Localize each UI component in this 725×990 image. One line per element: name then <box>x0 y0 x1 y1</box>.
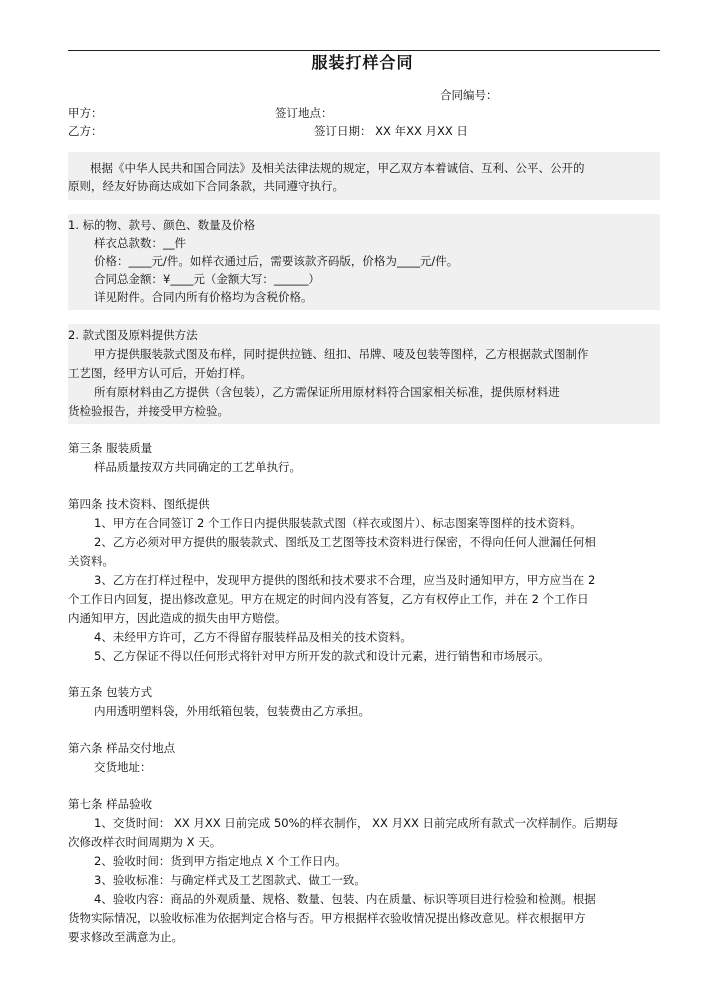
contract-number-label: 合同编号： <box>440 88 498 102</box>
section7-line: 1、交货时间： XX 月XX 日前完成 50%的样衣制作， XX 月XX 日前完成所有款式一次样制作。后期每 <box>94 816 618 830</box>
section7-line: 次修改样衣时间周期为 X 天。 <box>68 835 222 849</box>
section7-line: 货物实际情况，以验收标准为依据判定合格与否。甲方根据样衣验收情况提出修改意见。样衣根据甲方 <box>68 911 586 925</box>
section7-line: 4、验收内容：商品的外观质量、规格、数量、包装、内在质量、标识等项目进行检验和检测。根据 <box>94 892 596 906</box>
page-title: 服装打样合同 <box>311 53 414 72</box>
section1-line: 合同总金额：¥____元（金额大写：______） <box>94 272 320 286</box>
sign-place-label: 签订地点： <box>275 106 333 120</box>
section2-line: 工艺图，经甲方认可后，开始打样。 <box>68 366 252 380</box>
sign-date-label: 签订日期： XX 年XX 月XX 日 <box>314 124 468 138</box>
section5-line: 内用透明塑料袋，外用纸箱包装，包装费由乙方承担。 <box>94 704 370 718</box>
section1-line: 详见附件。合同内所有价格均为含税价格。 <box>94 290 313 304</box>
intro-line: 原则，经友好协商达成如下合同条款，共同遵守执行。 <box>68 179 344 193</box>
section4-line: 个工作日内回复，提出修改意见。甲方在规定的时间内没有答复，乙方有权停止工作，并在 2 个工作日 <box>68 592 589 606</box>
section1-heading: 1. 标的物、款号、颜色、数量及价格 <box>68 218 256 232</box>
section5-heading: 第五条 包装方式 <box>68 685 153 699</box>
section7-line: 要求修改至满意为止。 <box>68 930 183 944</box>
section7-line: 3、验收标准：与确定样式及工艺图款式、做工一致。 <box>94 873 366 887</box>
section4-line: 关资料。 <box>68 554 114 568</box>
section4-line: 4、未经甲方许可，乙方不得留存服装样品及相关的技术资料。 <box>94 630 412 644</box>
intro-line: 根据《中华人民共和国合同法》及相关法律法规的规定，甲乙双方本着诚信、互利、公平、公开的 <box>90 161 585 175</box>
section3-line: 样品质量按双方共同确定的工艺单执行。 <box>94 460 301 474</box>
section6-heading: 第六条 样品交付地点 <box>68 741 176 755</box>
section4-heading: 第四条 技术资料、图纸提供 <box>68 497 210 511</box>
section6-line: 交货地址： <box>94 760 152 774</box>
section2-heading: 2. 款式图及原料提供方法 <box>68 328 198 342</box>
section4-line: 5、乙方保证不得以任何形式将针对甲方所开发的款式和设计元素，进行销售和市场展示。 <box>94 649 550 663</box>
section1-line: 样衣总款数：__件 <box>94 236 186 250</box>
section7-line: 2、验收时间：货到甲方指定地点 X 个工作日内。 <box>94 854 347 868</box>
section4-line: 3、乙方在打样过程中，发现甲方提供的图纸和技术要求不合理，应当及时通知甲方，甲方应当在 2 <box>94 573 596 587</box>
section4-line: 内通知甲方，因此造成的损失由甲方赔偿。 <box>68 611 287 625</box>
section4-line: 1、甲方在合同签订 2 个工作日内提供服装款式图（样衣或图片）、标志图案等图样的技术资料。 <box>94 516 582 530</box>
section2-line: 甲方提供服装款式图及布样，同时提供拉链、纽扣、吊牌、唛及包装等图样，乙方根据款式图制作 <box>94 347 589 361</box>
section7-heading: 第七条 样品验收 <box>68 797 153 811</box>
section2-line: 货检验报告，并接受甲方检验。 <box>68 404 229 418</box>
section4-line: 2、乙方必须对甲方提供的服装款式、图纸及工艺图等技术资料进行保密，不得向任何人泄漏任何相 <box>94 535 596 549</box>
section1-line: 价格：____元/件。如样衣通过后，需要该款齐码版，价格为____元/件。 <box>94 254 459 268</box>
party-b-label: 乙方： <box>68 124 103 138</box>
section2-line: 所有原材料由乙方提供（含包装），乙方需保证所用原材料符合国家相关标准，提供原材料进 <box>94 385 560 399</box>
party-a-label: 甲方： <box>68 106 103 120</box>
section3-heading: 第三条 服装质量 <box>68 441 153 455</box>
